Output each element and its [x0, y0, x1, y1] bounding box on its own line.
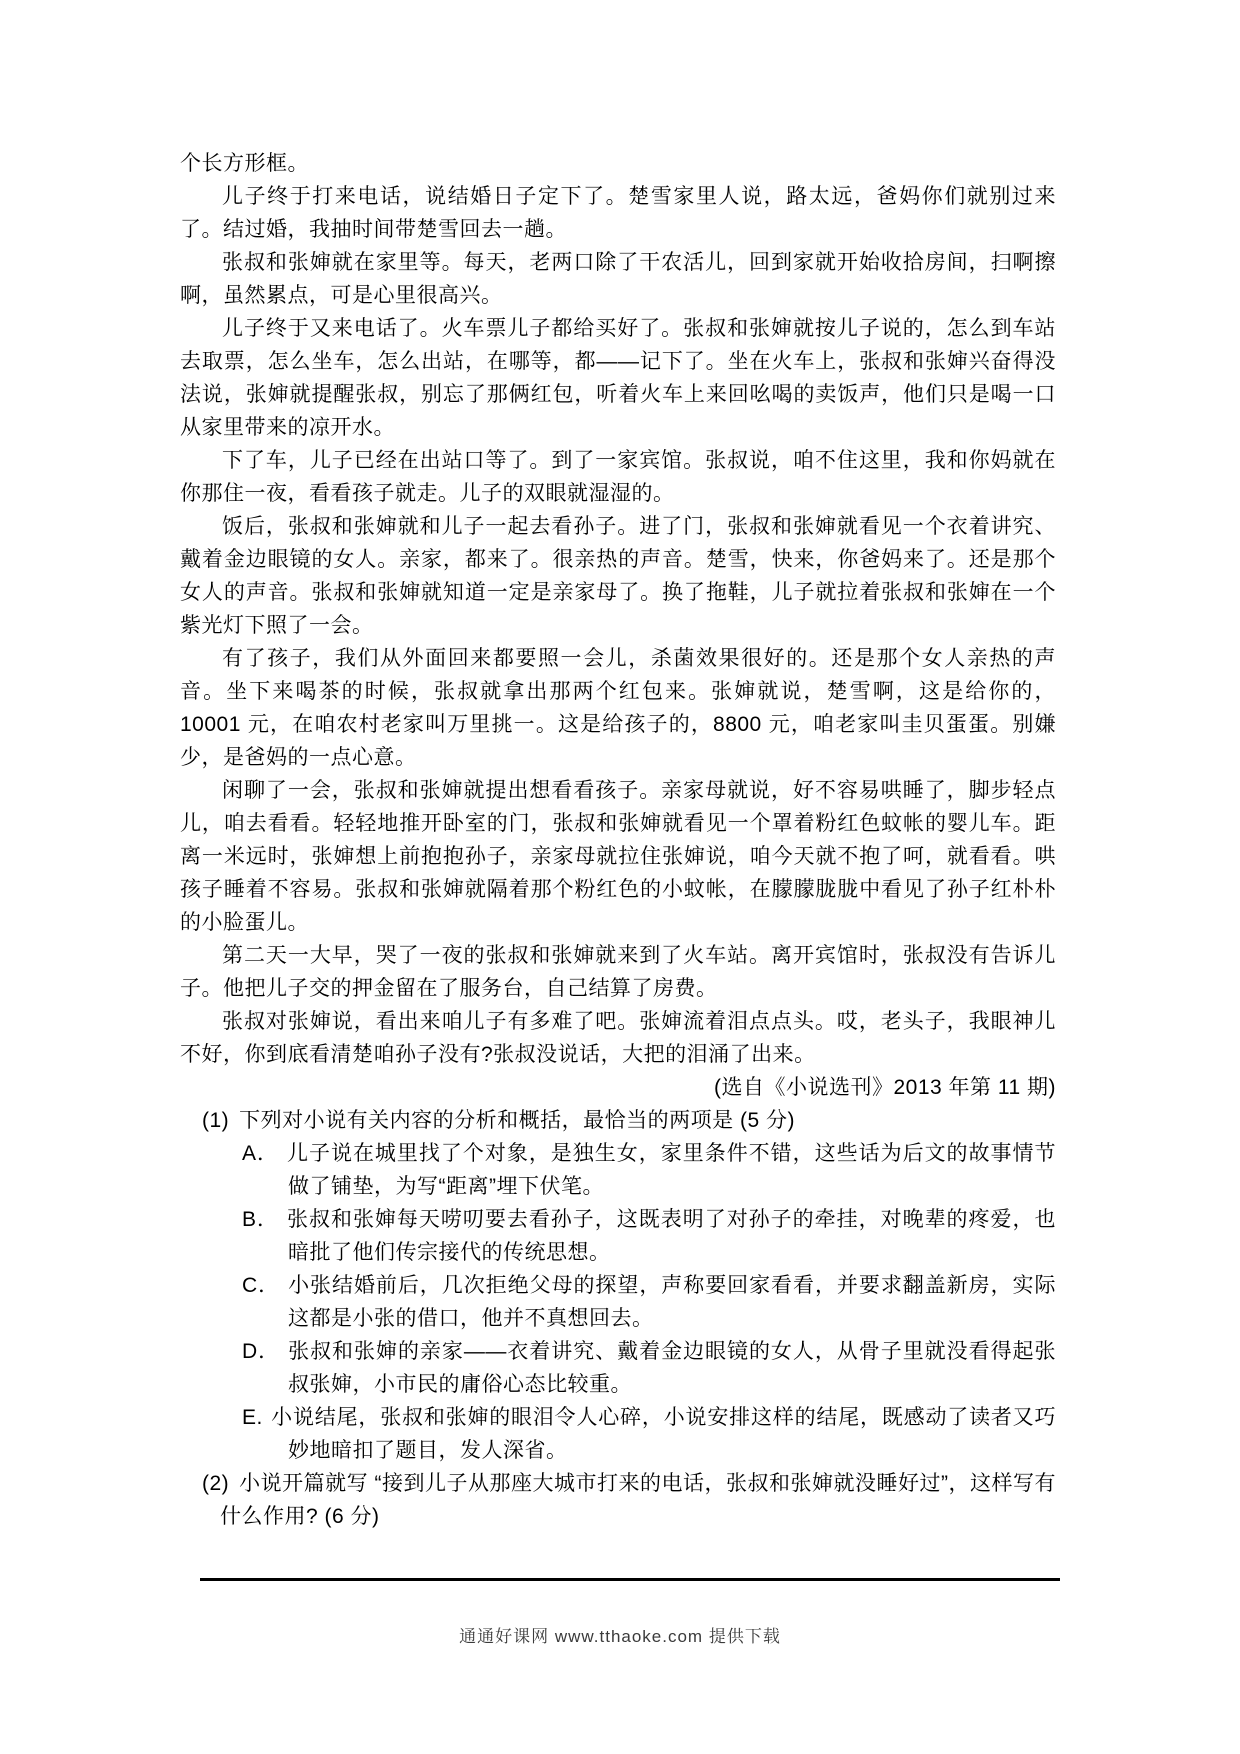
story-paragraph: 闲聊了一会，张叔和张婶就提出想看看孩子。亲家母就说，好不容易哄睡了，脚步轻点儿，咱去看看。轻轻地推开卧室的门，张叔和张婶就看见一个罩着粉红色蚊帐的婴儿车。距离一米远时，张婶想上前抱抱孙子，亲家母就拉住张婶说，咱今天就不抱了呵，就看看。哄孩子睡着不容易。张叔和张婶就隔着那个粉红色的小蚊帐，在朦朦胧胧中看见了孙子红朴朴的小脸蛋儿。 — [180, 779, 1056, 934]
footer-divider-rule — [200, 1578, 1060, 1581]
story-paragraph: 儿子终于又来电话了。火车票儿子都给买好了。张叔和张婶就按儿子说的，怎么到车站去取票，怎么坐车，怎么出站，在哪等，都——记下了。坐在火车上，张叔和张婶兴奋得没法说，张婶就提醒张叔，别忘了那俩红包，听着火车上来回吆喝的卖饭声，他们只是喝一口从家里带来的凉开水。 — [180, 317, 1056, 439]
question-1 — [202, 1104, 1056, 1137]
option-c-text: 小张结婚前后，几次拒绝父母的探望，声称要回家看看，并要求翻盖新房，实际这都是小张的借口，他并不真想回去。 — [288, 1274, 1056, 1330]
question-2 — [202, 1467, 1056, 1533]
option-a-text: 儿子说在城里找了个对象，是独生女，家里条件不错，这些话为后文的故事情节做了铺垫，为写“距离”埋下伏笔。 — [286, 1142, 1056, 1198]
story-paragraph: 个长方形框。 — [180, 152, 309, 175]
option-b-text: 张叔和张婶每天唠叨要去看孙子，这既表明了对孙子的牵挂，对晚辈的疼爱，也暗批了他们传宗接代的传统思想。 — [286, 1208, 1056, 1264]
question-1-option-a — [242, 1137, 1056, 1203]
story-paragraph: 张叔和张婶就在家里等。每天，老两口除了干农活儿，回到家就开始收拾房间，扫啊擦啊，虽然累点，可是心里很高兴。 — [180, 251, 1056, 307]
option-a-label: A． — [242, 1142, 279, 1165]
story-paragraph: 第二天一大早，哭了一夜的张叔和张婶就来到了火车站。离开宾馆时，张叔没有告诉儿子。他把儿子交的押金留在了服务台，自己结算了房费。 — [180, 944, 1056, 1000]
question-1-option-b — [242, 1203, 1056, 1269]
question-1-options — [180, 1137, 1056, 1467]
source-attribution: (选自《小说选刊》2013 年第 11 期) — [713, 1076, 1056, 1099]
option-d-label: D． — [242, 1340, 281, 1363]
question-1-number: (1) — [202, 1109, 230, 1132]
story-paragraph: 有了孩子，我们从外面回来都要照一会儿，杀菌效果很好的。还是那个女人亲热的声音。坐下来喝茶的时候，张叔就拿出那两个红包来。张婶就说，楚雪啊，这是给你的，10001 元，在咱农村老家叫万里挑一。这是给孩子的，8800 元，咱老家叫圭贝蛋蛋。别嫌少，是爸妈的一点心意。 — [180, 647, 1056, 769]
question-2-text: 小说开篇就写 “接到儿子从那座大城市打来的电话，张叔和张婶就没睡好过”，这样写有什么作用? (6 分) — [220, 1472, 1056, 1528]
story-paragraph: 下了车，儿子已经在出站口等了。到了一家宾馆。张叔说，咱不住这里，我和你妈就在你那住一夜，看看孩子就走。儿子的双眼就湿湿的。 — [180, 449, 1056, 505]
question-1-text: 下列对小说有关内容的分析和概括，最恰当的两项是 (5 分) — [239, 1109, 796, 1132]
question-2-number: (2) — [202, 1472, 230, 1495]
question-1-option-d — [242, 1335, 1056, 1401]
story-paragraph: 张叔对张婶说，看出来咱儿子有多难了吧。张婶流着泪点点头。哎，老头子，我眼神儿不好，你到底看清楚咱孙子没有?张叔没说话，大把的泪涌了出来。 — [180, 1010, 1056, 1066]
footer-site-text: 通通好课网 www.tthaoke.com 提供下载 — [459, 1627, 781, 1646]
option-e-label: E. — [242, 1406, 263, 1429]
option-e-text: 小说结尾，张叔和张婶的眼泪令人心碎，小说安排这样的结尾，既感动了读者又巧妙地暗扣了题目，发人深省。 — [270, 1406, 1056, 1462]
story-paragraph: 儿子终于打来电话，说结婚日子定下了。楚雪家里人说，路太远，爸妈你们就别过来了。结过婚，我抽时间带楚雪回去一趟。 — [180, 185, 1056, 241]
page-footer — [0, 1622, 1240, 1647]
story-paragraph: 饭后，张叔和张婶就和儿子一起去看孙子。进了门，张叔和张婶就看见一个衣着讲究、戴着金边眼镜的女人。亲家，都来了。很亲热的声音。楚雪，快来，你爸妈来了。还是那个女人的声音。张叔和张婶就知道一定是亲家母了。换了拖鞋，儿子就拉着张叔和张婶在一个紫光灯下照了一会。 — [180, 515, 1056, 637]
question-1-option-e — [242, 1401, 1056, 1467]
option-c-label: C． — [242, 1274, 281, 1297]
question-1-option-c — [242, 1269, 1056, 1335]
option-b-label: B． — [242, 1208, 279, 1231]
option-d-text: 张叔和张婶的亲家——衣着讲究、戴着金边眼镜的女人，从骨子里就没看得起张叔张婶，小市民的庸俗心态比较重。 — [288, 1340, 1057, 1396]
story-text — [180, 147, 1056, 1071]
content-area — [180, 147, 1056, 1533]
